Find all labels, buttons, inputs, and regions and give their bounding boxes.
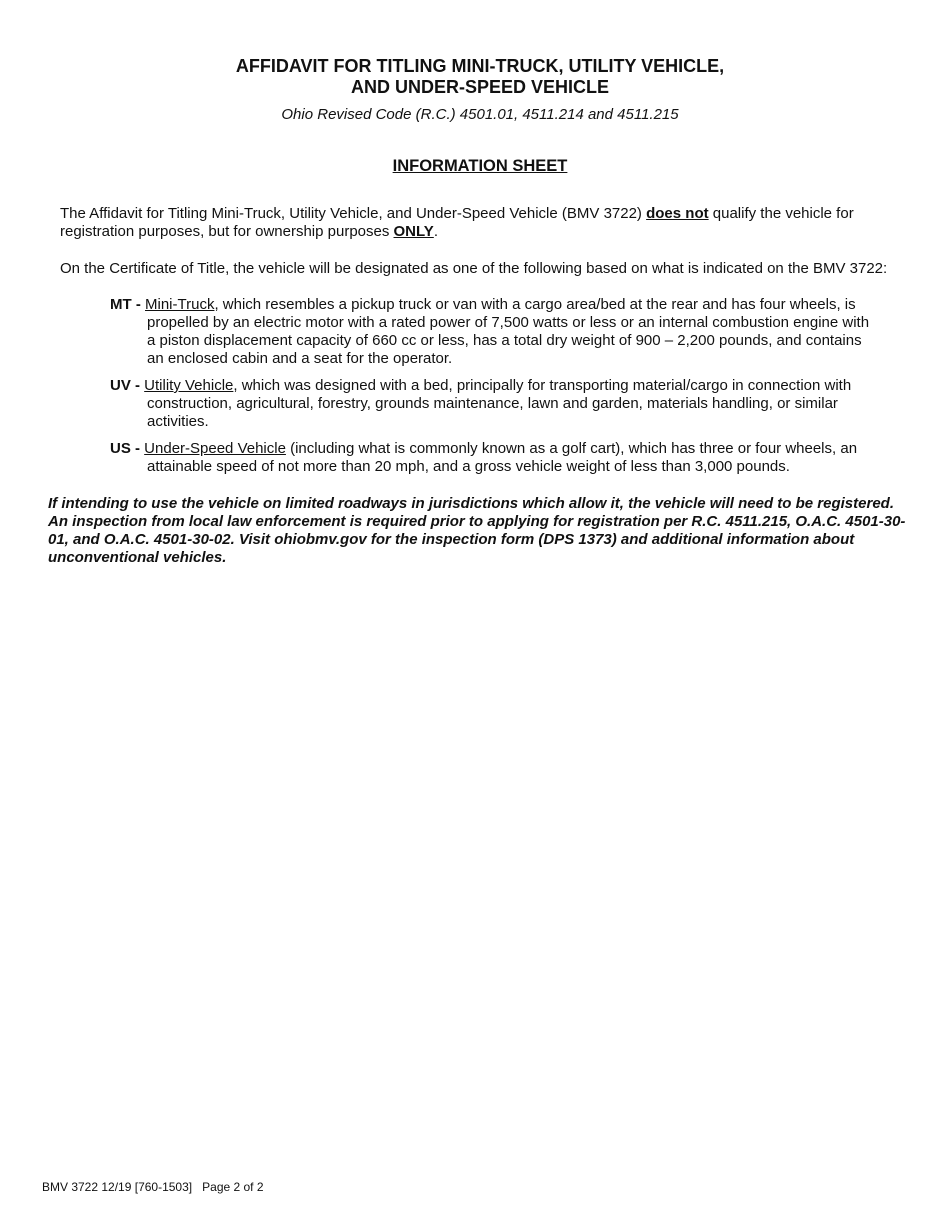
ownership-text-2: qualify the vehicle for registration purposes, but for ownership purposes bbox=[60, 205, 854, 240]
statute-reference: Ohio Revised Code (R.C.) 4501.01, 4511.214 and 4511.215 bbox=[281, 106, 679, 123]
definition-mini-truck bbox=[110, 296, 880, 368]
definition-code: US - bbox=[110, 440, 145, 457]
title-line-1: AFFIDAVIT FOR TITLING MINI-TRUCK, UTILITY VEHICLE, bbox=[235, 56, 725, 76]
form-identifier: BMV 3722 12/19 [760-1503] bbox=[42, 1180, 193, 1194]
definition-code: UV - bbox=[110, 377, 145, 394]
title-line-2: AND UNDER-SPEED VEHICLE bbox=[350, 77, 610, 97]
definition-term: Utility Vehicle bbox=[144, 377, 234, 394]
ownership-paragraph bbox=[60, 205, 900, 241]
form-footer bbox=[42, 1180, 264, 1194]
definition-term: Under-Speed Vehicle bbox=[144, 440, 286, 457]
definition-text: (including what is commonly known as a golf cart), which has three or four wheels, an attainable speed of not more than 20 mph, and a gross vehicle weight of less than 3,000 pounds. bbox=[147, 440, 858, 475]
ownership-text-3: . bbox=[433, 223, 438, 240]
designation-paragraph: On the Certificate of Title, the vehicle will be designated as one of the following based on what is indicated on the BMV 3722: bbox=[60, 260, 888, 277]
definition-text: , which was designed with a bed, principally for transporting material/cargo in connection with construction, agricultural, forestry, grounds maintenance, lawn and garden, materials handling, or similar activities. bbox=[147, 377, 852, 430]
page-number: Page 2 of 2 bbox=[202, 1180, 264, 1194]
registration-notice: If intending to use the vehicle on limited roadways in jurisdictions which allow it, the vehicle will need to be registered. An inspection from local law enforcement is required prior to applying for registration per R.C. 4511.215, O.A.C. 4501-30-01, and O.A.C. 4501-30-02. Visit ohiobmv.gov for the inspection form (DPS 1373) and additional information about unconventional vehicles. bbox=[48, 495, 906, 566]
ownership-text-1: The Affidavit for Titling Mini-Truck, Utility Vehicle, and Under-Speed Vehicle (BMV 3722) bbox=[60, 205, 647, 222]
definition-code: MT - bbox=[110, 296, 145, 313]
document-title bbox=[0, 56, 950, 98]
information-sheet-heading: INFORMATION SHEET bbox=[392, 157, 568, 175]
definition-text: , which resembles a pickup truck or van with a cargo area/bed at the rear and has four wheels, is propelled by an electric motor with a rated power of 7,500 watts or less or an internal combustion engine with a piston displacement capacity of 660 cc or less, has a total dry weight of 900 – 2,200 pounds, and contains an enclosed cabin and a seat for the operator. bbox=[147, 296, 870, 367]
only-emphasis: ONLY bbox=[393, 223, 434, 240]
definition-under-speed-vehicle bbox=[110, 440, 880, 476]
definition-term: Mini-Truck bbox=[145, 296, 215, 313]
does-not-emphasis: does not bbox=[646, 205, 709, 222]
definition-utility-vehicle bbox=[110, 377, 880, 431]
